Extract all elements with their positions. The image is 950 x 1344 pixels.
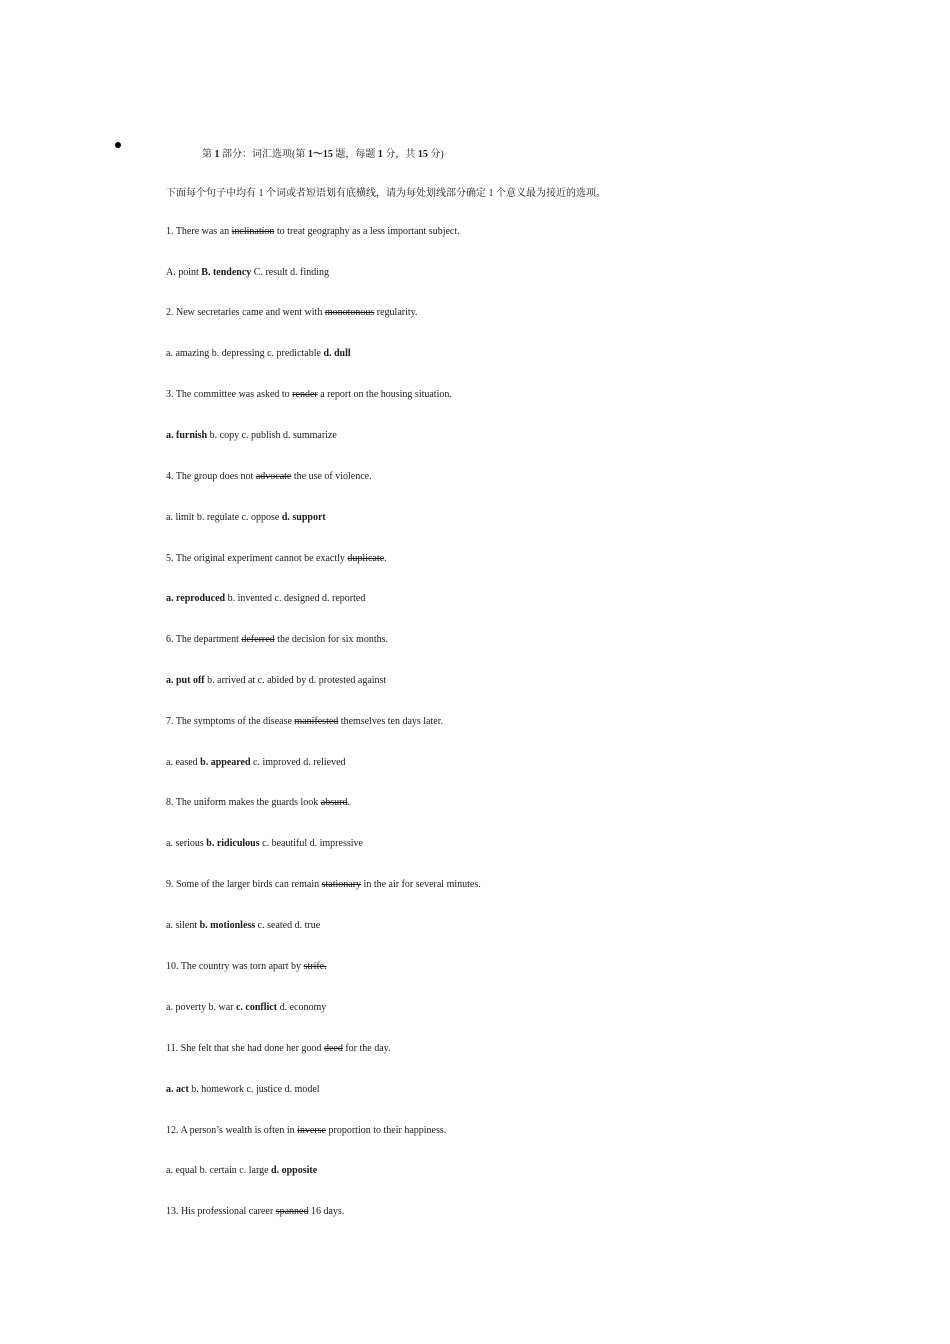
question-3: 3. The committee was asked to render a report on the housing situation. bbox=[166, 389, 452, 400]
target-word: manifested bbox=[294, 716, 339, 727]
options-4: a. limit b. regulate c. oppose d. support bbox=[166, 512, 326, 523]
target-word: inverse bbox=[297, 1125, 326, 1136]
options-10: a. poverty b. war c. conflict d. economy bbox=[166, 1002, 327, 1013]
answer: b. motionless bbox=[199, 920, 256, 931]
target-word: render bbox=[292, 389, 318, 400]
answer: a. put off bbox=[166, 675, 205, 686]
options-11: a. act b. homework c. justice d. model bbox=[166, 1084, 320, 1095]
question-2: 2. New secretaries came and went with monotonous regularity. bbox=[166, 307, 418, 318]
options-6: a. put off b. arrived at c. abided by d. protested against bbox=[166, 675, 387, 686]
question-11: 11. She felt that she had done her good deed for the day. bbox=[166, 1043, 391, 1054]
question-1: 1. There was an inclination to treat geography as a less important subject. bbox=[166, 226, 460, 237]
options-9: a. silent b. motionless c. seated d. true bbox=[166, 920, 321, 931]
section-title: 第 1 部分：词汇选项(第 1～15 题，每题 1 分，共 15 分) bbox=[202, 149, 444, 160]
target-word: inclination bbox=[231, 226, 275, 237]
options-7: a. eased b. appeared c. improved d. relieved bbox=[166, 757, 346, 768]
target-word: absurd bbox=[320, 797, 348, 808]
answer: a. furnish bbox=[166, 430, 208, 441]
target-word: monotonous bbox=[324, 307, 375, 318]
answer: d. dull bbox=[323, 348, 351, 359]
answer: a. reproduced bbox=[166, 593, 226, 604]
target-word: deferred bbox=[241, 634, 275, 645]
question-13: 13. His professional career spanned 16 days. bbox=[166, 1206, 345, 1217]
instruction-text: 下面每个句子中均有 1 个词或者短语划有底横线，请为每处划线部分确定 1 个意义最为接近的选项。 bbox=[166, 188, 606, 199]
target-word: advocate bbox=[255, 471, 292, 482]
target-word: deed bbox=[323, 1043, 343, 1054]
target-word: strife. bbox=[303, 961, 327, 972]
answer: b. ridiculous bbox=[206, 838, 260, 849]
answer: b. appeared bbox=[200, 757, 251, 768]
question-8: 8. The uniform makes the guards look absurd. bbox=[166, 797, 350, 808]
answer: d. opposite bbox=[271, 1165, 318, 1176]
answer: c. conflict bbox=[235, 1002, 278, 1013]
options-12: a. equal b. certain c. large d. opposite bbox=[166, 1165, 318, 1176]
options-5: a. reproduced b. invented c. designed d. reported bbox=[166, 593, 366, 604]
answer: B. tendency bbox=[201, 267, 252, 278]
question-4: 4. The group does not advocate the use of violence. bbox=[166, 471, 372, 482]
question-9: 9. Some of the larger birds can remain stationary in the air for several minutes. bbox=[166, 879, 481, 890]
question-5: 5. The original experiment cannot be exactly duplicate. bbox=[166, 553, 387, 564]
answer: a. act bbox=[166, 1084, 189, 1095]
list-bullet bbox=[115, 142, 121, 148]
answer: d. support bbox=[281, 512, 326, 523]
options-3: a. furnish b. copy c. publish d. summarize bbox=[166, 430, 337, 441]
target-word: stationary bbox=[321, 879, 362, 890]
target-word: duplicate bbox=[347, 553, 385, 564]
options-8: a. serious b. ridiculous c. beautiful d. impressive bbox=[166, 838, 363, 849]
question-10: 10. The country was torn apart by strife. bbox=[166, 961, 327, 972]
question-12: 12. A person’s wealth is often in inverse proportion to their happiness. bbox=[166, 1125, 447, 1136]
question-7: 7. The symptoms of the disease manifested themselves ten days later. bbox=[166, 716, 443, 727]
options-2: a. amazing b. depressing c. predictable d. dull bbox=[166, 348, 351, 359]
target-word: spanned bbox=[275, 1206, 309, 1217]
question-6: 6. The department deferred the decision for six months. bbox=[166, 634, 388, 645]
options-1: A. point B. tendency C. result d. finding bbox=[166, 267, 330, 278]
